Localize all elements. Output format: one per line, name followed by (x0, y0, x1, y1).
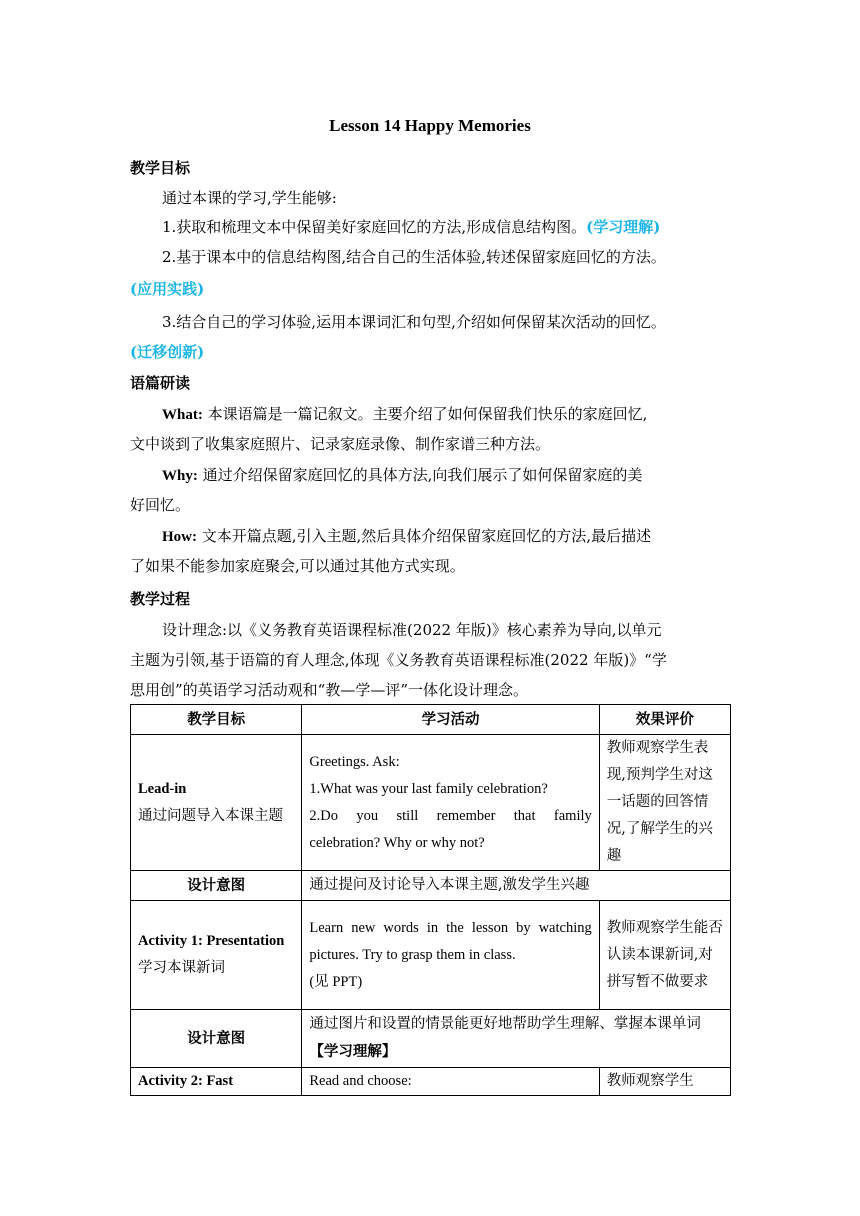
how-line-2: 了如果不能参加家庭聚会,可以通过其他方式实现。 (130, 557, 465, 575)
activity-1-label: Activity 1: Presentation (138, 933, 285, 949)
how-line-1 (130, 525, 730, 548)
lead-in-eval-cell: 教师观察学生表现,预判学生对这一话题的回答情况,了解学生的兴趣 (599, 735, 730, 871)
goal-1-text: 1.获取和梳理文本中保留美好家庭回忆的方法,形成信息结构图。 (162, 218, 587, 236)
lead-in-label: Lead-in (138, 780, 187, 797)
goal-3-text: 3.结合自己的学习体验,运用本课词汇和句型,介绍如何保留某次活动的回忆。 (162, 313, 666, 331)
why-line-1 (130, 464, 730, 487)
lead-in-desc: 通过问题导入本课主题 (138, 807, 283, 824)
table-row (131, 871, 731, 901)
intent-tag: 【学习理解】 (309, 1043, 397, 1060)
process-line-3: 思用创”的英语学习活动观和“教—学—评”一体化设计理念。 (130, 681, 529, 699)
process-heading: 教学过程 (130, 590, 191, 608)
activity-line: Learn new words in the lesson by watching pictures. Try to grasp them in class. (309, 919, 592, 963)
why-text-1: 通过介绍保留家庭回忆的具体方法,向我们展示了如何保留家庭的美 (197, 466, 643, 484)
table-row (131, 1068, 731, 1096)
activity-line: Greetings. Ask: (309, 753, 400, 770)
goals-intro: 通过本课的学习,学生能够: (162, 189, 337, 207)
what-text-1: 本课语篇是一篇记叙文。主要介绍了如何保留我们快乐的家庭回忆, (202, 405, 648, 423)
goal-1 (130, 216, 730, 238)
goal-3-tag: (迁移创新) (130, 343, 205, 361)
why-line-2: 好回忆。 (130, 496, 191, 514)
intent-cell (302, 1010, 731, 1068)
header-activity: 学习活动 (302, 705, 599, 735)
how-text-1: 文本开篇点题,引入主题,然后具体介绍保留家庭回忆的方法,最后描述 (197, 527, 652, 545)
lesson-plan-table (130, 704, 731, 1096)
table-row (131, 735, 731, 871)
activity-2-goal-cell: Activity 2: Fast (131, 1068, 302, 1096)
lead-in-goal-cell (131, 735, 302, 871)
process-line-2: 主题为引领,基于语篇的育人理念,体现《义务教育英语课程标准(2022 年版)》“学 (130, 651, 667, 669)
header-goal: 教学目标 (131, 705, 302, 735)
goal-1-tag: (学习理解) (586, 218, 661, 236)
activity-1-desc: 学习本课新词 (138, 960, 225, 976)
process-line-1: 设计理念:以《义务教育英语课程标准(2022 年版)》核心素养为导向,以单元 (162, 621, 662, 639)
why-label: Why: (162, 468, 198, 484)
activity-1-goal-cell (131, 901, 302, 1010)
lesson-title: Lesson 14 Happy Memories (329, 116, 531, 135)
header-eval: 效果评价 (599, 705, 730, 735)
goal-2-tag: (应用实践) (130, 280, 205, 298)
how-label: How: (162, 529, 197, 545)
goals-heading: 教学目标 (130, 159, 191, 177)
what-line-2: 文中谈到了收集家庭照片、记录家庭录像、制作家谱三种方法。 (130, 435, 551, 453)
goal-2-text: 2.基于课本中的信息结构图,结合自己的生活体验,转述保留家庭回忆的方法。 (162, 248, 666, 266)
reading-heading: 语篇研读 (130, 374, 191, 392)
lead-in-activity-cell (302, 735, 599, 871)
table-header-row (131, 705, 731, 735)
intent-label: 设计意图 (131, 871, 302, 901)
intent-text: 通过图片和设置的情景能更好地帮助学生理解、掌握本课单词 (309, 1016, 701, 1032)
table-row (131, 1010, 731, 1068)
what-label: What: (162, 407, 203, 423)
intent-label: 设计意图 (131, 1010, 302, 1068)
what-line-1 (130, 403, 730, 426)
activity-2-eval-cell: 教师观察学生 (599, 1068, 730, 1096)
activity-line: (见 PPT) (309, 973, 363, 990)
activity-1-activity-cell (302, 901, 599, 1010)
activity-line: 2.Do you still remember that family celebration? Why or why not? (309, 807, 592, 851)
activity-1-eval-cell: 教师观察学生能否认读本课新词,对拼写暂不做要求 (599, 901, 730, 1010)
activity-line: 1.What was your last family celebration? (309, 780, 548, 797)
intent-text: 通过提问及讨论导入本课主题,激发学生兴趣 (302, 871, 731, 901)
activity-2-activity-cell: Read and choose: (302, 1068, 599, 1096)
table-row (131, 901, 731, 1010)
